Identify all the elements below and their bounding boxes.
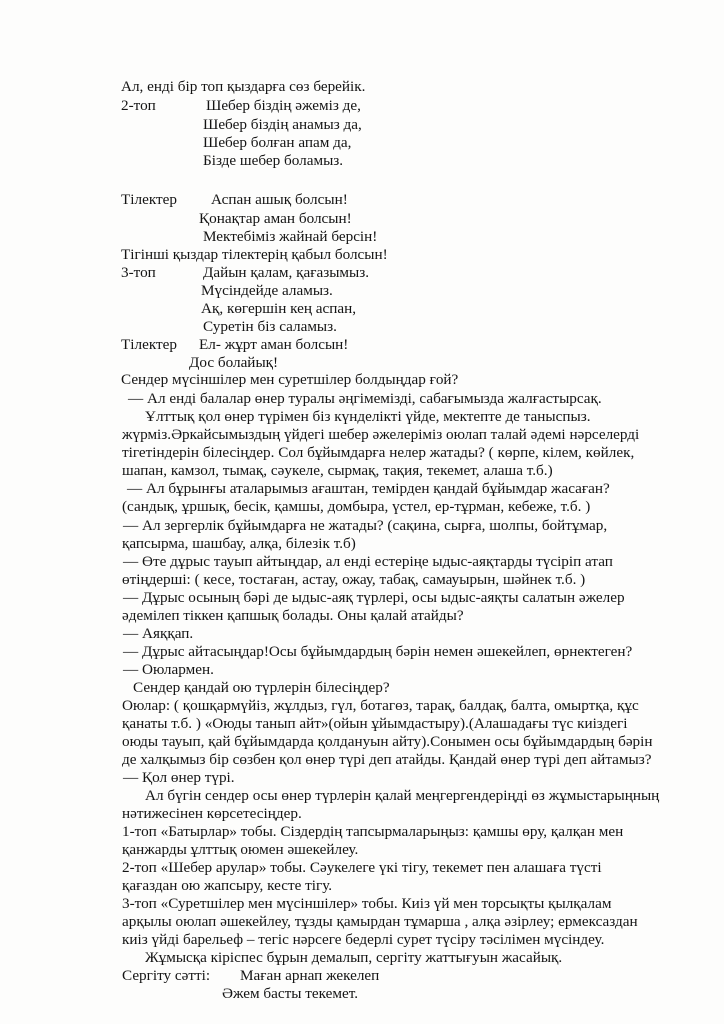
- text-line: — Өте дұрыс тауып айтыңдар, ал енді естеріңе ыдыс-аяқтарды түсіріп атап: [123, 553, 613, 570]
- text-line: — Ал зергерлік бұйымдарға не жатады? (сақина, сырға, шолпы, бойтұмар,: [123, 517, 608, 534]
- text-line: қағаздан ою жапсыру, кесте тігу.: [122, 877, 333, 894]
- verse-line: Шебер болған апам да,: [203, 134, 352, 151]
- text-line: қанжарды ұлттық оюмен әшекейлеу.: [122, 841, 359, 858]
- text-line: — Ал енді балалар өнер туралы әңгімемізді, сабағымызда жалғастырсақ.: [128, 390, 602, 407]
- group-3-label: 3-топ: [121, 264, 156, 281]
- text-line: Сендер мүсіншілер мен суретшілер болдыңдар ғой?: [121, 371, 459, 388]
- text-line: киіз үйді барельеф – тегіс нәрсеге бедерлі сурет түсіру тәсілімен мүсіндеу.: [122, 931, 605, 948]
- text-line: де халқымыз бір сөзбен қол өнер түрі деп атайды. Қандай өнер түрі деп айтамыз?: [122, 751, 652, 768]
- text-line: Ал бүгін сендер осы өнер түрлерін қалай меңгергендеріңді өз жұмыстарыңның: [145, 787, 660, 804]
- text-line: Жұмысқа кіріспес бұрын демалып, сергіту жаттығуын жасайық.: [145, 949, 563, 966]
- text-line: арқылы оюлап әшекейлеу, тұзды қамырдан тұмарша , алқа әзірлеу; ермексаздан: [122, 913, 638, 930]
- verse-line: Маған арнап жекелеп: [240, 967, 380, 984]
- text-line: — Аяққап.: [123, 625, 194, 642]
- intro-line: Ал, енді бір топ қыздарға сөз берейік.: [121, 78, 366, 95]
- text-line: оюды тауып, қай бұйымдарда қолдануын айту).Сонымен осы бұйымдардың бәрін: [122, 733, 653, 750]
- text-line: қапсырма, шашбау, алқа, білезік т.б): [122, 535, 356, 552]
- verse-line: Мектебіміз жайнай берсін!: [203, 228, 378, 245]
- verse-line: Шебер біздің әжеміз де,: [206, 97, 361, 114]
- group-2-label: 2-топ: [121, 97, 156, 114]
- wishes-label: Тілектер: [121, 336, 177, 353]
- text-line: жүрміз.Әркайсымыздың үйдегі шебер әжелеріміз оюлап талай әдемі нәрселерді: [122, 426, 640, 443]
- text-line: (сандық, ұршық, бесік, қамшы, домбыра, үстел, ер-тұрман, кебеже, т.б. ): [122, 498, 591, 515]
- text-line: тігетіндерін білесіңдер. Сол бұйымдарға нелер жатады? ( көрпе, кілем, көйлек,: [122, 444, 635, 461]
- verse-line: Аспан ашық болсын!: [211, 191, 348, 208]
- verse-line: Дос болайық!: [189, 354, 279, 371]
- verse-line: Қонақтар аман болсын!: [199, 210, 352, 227]
- text-line: — Дұрыс айтасыңдар!Осы бұйымдардың бәрін немен әшекейлеп, өрнектеген?: [123, 643, 633, 660]
- verse-line: Бізде шебер боламыз.: [203, 152, 344, 169]
- refresh-label: Сергіту сәтті:: [122, 967, 211, 984]
- text-line: — Дұрыс осының бәрі де ыдыс-аяқ түрлері, осы ыдыс-аяқты салатын әжелер: [123, 589, 625, 606]
- text-line: әдемілеп тіккен қапшық болады. Оны қалай атайды?: [122, 607, 464, 624]
- text-line: 3-топ «Суретшілер мен мүсіншілер» тобы. Киіз үй мен торсықты қылқалам: [122, 895, 612, 912]
- text-line: Ұлттық қол өнер түрімен біз күнделікті үйде, мектепте де таныспыз.: [145, 408, 591, 425]
- text-line: нәтижесінен көрсетесіңдер.: [122, 805, 302, 822]
- text-line: — Ал бұрынғы аталарымыз ағаштан, темірден қандай бұйымдар жасаған?: [127, 480, 610, 497]
- text-line: шапан, камзол, тымақ, сәукеле, сырмақ, тақия, текемет, алаша т.б.): [122, 462, 553, 479]
- text-line: Оюлар: ( қошқармүйіз, жұлдыз, гүл, ботагөз, тарақ, балдақ, балта, омыртқа, құс: [122, 697, 639, 714]
- verse-line: Мүсіндейде аламыз.: [201, 282, 333, 299]
- text-line: 2-топ «Шебер арулар» тобы. Сәукелеге үкі тігу, текемет пен алашаға түсті: [122, 859, 602, 876]
- text-line: қанаты т.б. ) «Оюды танып айт»(ойын ұйымдастыру).(Алашадағы түс киіздегі: [122, 715, 628, 732]
- verse-line: Шебер біздің анамыз да,: [203, 116, 362, 133]
- verse-line: Ақ, көгершін кең аспан,: [201, 300, 357, 317]
- text-line: — Қол өнер түрі.: [123, 769, 235, 786]
- text-line: Сендер қандай ою түрлерін білесіңдер?: [133, 679, 390, 696]
- text-line: өтіңдерші: ( кесе, тостаған, астау, ожау, табақ, самауырын, шәйнек т.б. ): [122, 571, 586, 588]
- text-line: Тігінші қыздар тілектерің қабыл болсын!: [121, 246, 388, 263]
- verse-line: Дайын қалам, қағазымыз.: [203, 264, 370, 281]
- wishes-label: Тілектер: [121, 191, 177, 208]
- text-line: — Оюлармен.: [123, 661, 214, 678]
- verse-line: Ел- жұрт аман болсын!: [199, 336, 349, 353]
- verse-line: Суретін біз саламыз.: [203, 318, 337, 335]
- text-line: 1-топ «Батырлар» тобы. Сіздердің тапсырмаларыңыз: қамшы өру, қалқан мен: [122, 823, 624, 840]
- verse-line: Әжем басты текемет.: [222, 985, 359, 1002]
